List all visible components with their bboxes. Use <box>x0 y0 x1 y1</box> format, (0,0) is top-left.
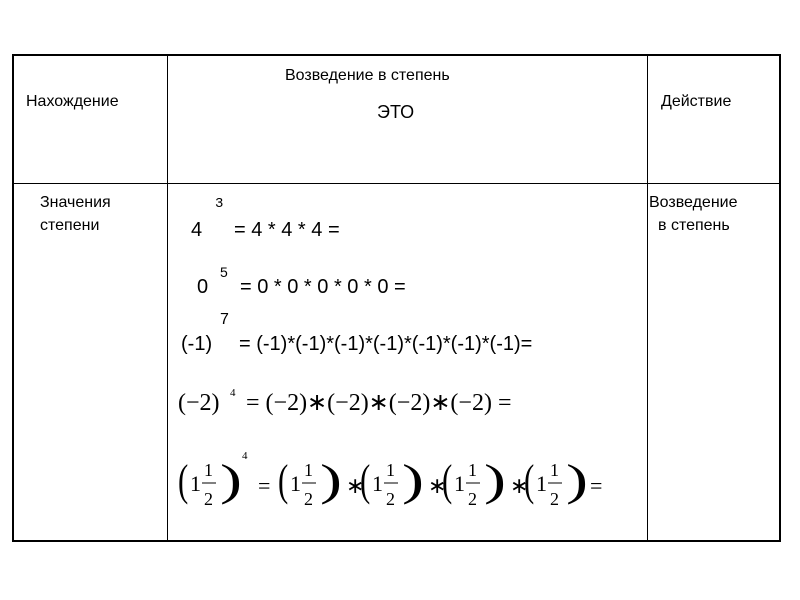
formula4-image <box>178 382 568 420</box>
svg-text:): ) <box>320 456 342 506</box>
header-col2-line2: ЭТО <box>377 102 415 122</box>
svg-text:=: = <box>258 473 271 498</box>
svg-text:2: 2 <box>304 489 313 509</box>
svg-text:2: 2 <box>550 489 559 509</box>
svg-text:= (−2)∗(−2)∗(−2)∗(−2) =: = (−2)∗(−2)∗(−2)∗(−2) = <box>246 390 512 416</box>
header-col2-line1: Возведение в степень <box>285 67 450 84</box>
formula4-exponent: 4 <box>230 387 236 399</box>
row-col3-line2: в степень <box>658 217 730 234</box>
formula3-exponent: 7 <box>220 311 229 328</box>
svg-text:(: ( <box>524 456 535 506</box>
svg-text:2: 2 <box>386 489 395 509</box>
svg-text:): ) <box>566 456 588 506</box>
svg-text:1: 1 <box>536 471 547 496</box>
column-divider-2 <box>647 56 648 540</box>
formula3-base: (-1) <box>181 333 213 355</box>
svg-text:1: 1 <box>386 460 395 480</box>
svg-text:(: ( <box>360 456 371 506</box>
formula5-exponent: 4 <box>242 450 248 462</box>
formula2-exponent: 5 <box>220 264 228 280</box>
formula1-exponent: 3 <box>215 196 224 212</box>
row-col1-line1: Значения <box>40 194 111 211</box>
svg-text:1: 1 <box>468 460 477 480</box>
row-col3-line1: Возведение <box>649 194 738 211</box>
svg-text:(: ( <box>442 456 453 506</box>
formula2-base: 0 <box>197 276 209 298</box>
row-divider <box>14 183 779 184</box>
header-col3: Действие <box>661 93 732 110</box>
formula1-base: 4 <box>191 219 203 241</box>
formula3-expansion: = (-1)*(-1)*(-1)*(-1)*(-1)*(-1)*(-1)= <box>239 333 533 355</box>
svg-text:2: 2 <box>204 489 213 509</box>
svg-text:∗: ∗ <box>428 473 447 498</box>
svg-text:∗: ∗ <box>346 473 365 498</box>
svg-text:1: 1 <box>550 460 559 480</box>
svg-text:1: 1 <box>204 460 213 480</box>
formula5-image <box>178 445 628 525</box>
svg-text:): ) <box>220 456 242 506</box>
svg-text:1: 1 <box>304 460 313 480</box>
svg-text:1: 1 <box>372 471 383 496</box>
svg-text:): ) <box>484 456 506 506</box>
formula2-expansion: = 0 * 0 * 0 * 0 * 0 = <box>240 276 406 298</box>
svg-text:=: = <box>590 473 603 498</box>
column-divider-1 <box>167 56 168 540</box>
svg-text:1: 1 <box>454 471 465 496</box>
svg-text:(: ( <box>178 456 189 506</box>
svg-text:(: ( <box>278 456 289 506</box>
svg-text:1: 1 <box>290 471 301 496</box>
svg-text:1: 1 <box>190 471 201 496</box>
svg-text:): ) <box>402 456 424 506</box>
svg-text:∗: ∗ <box>510 473 529 498</box>
header-col1: Нахождение <box>26 93 119 110</box>
svg-text:(−2): (−2) <box>178 390 220 416</box>
formula1-expansion: = 4 * 4 * 4 = <box>234 219 340 241</box>
svg-text:2: 2 <box>468 489 477 509</box>
row-col1-line2: степени <box>40 217 100 234</box>
